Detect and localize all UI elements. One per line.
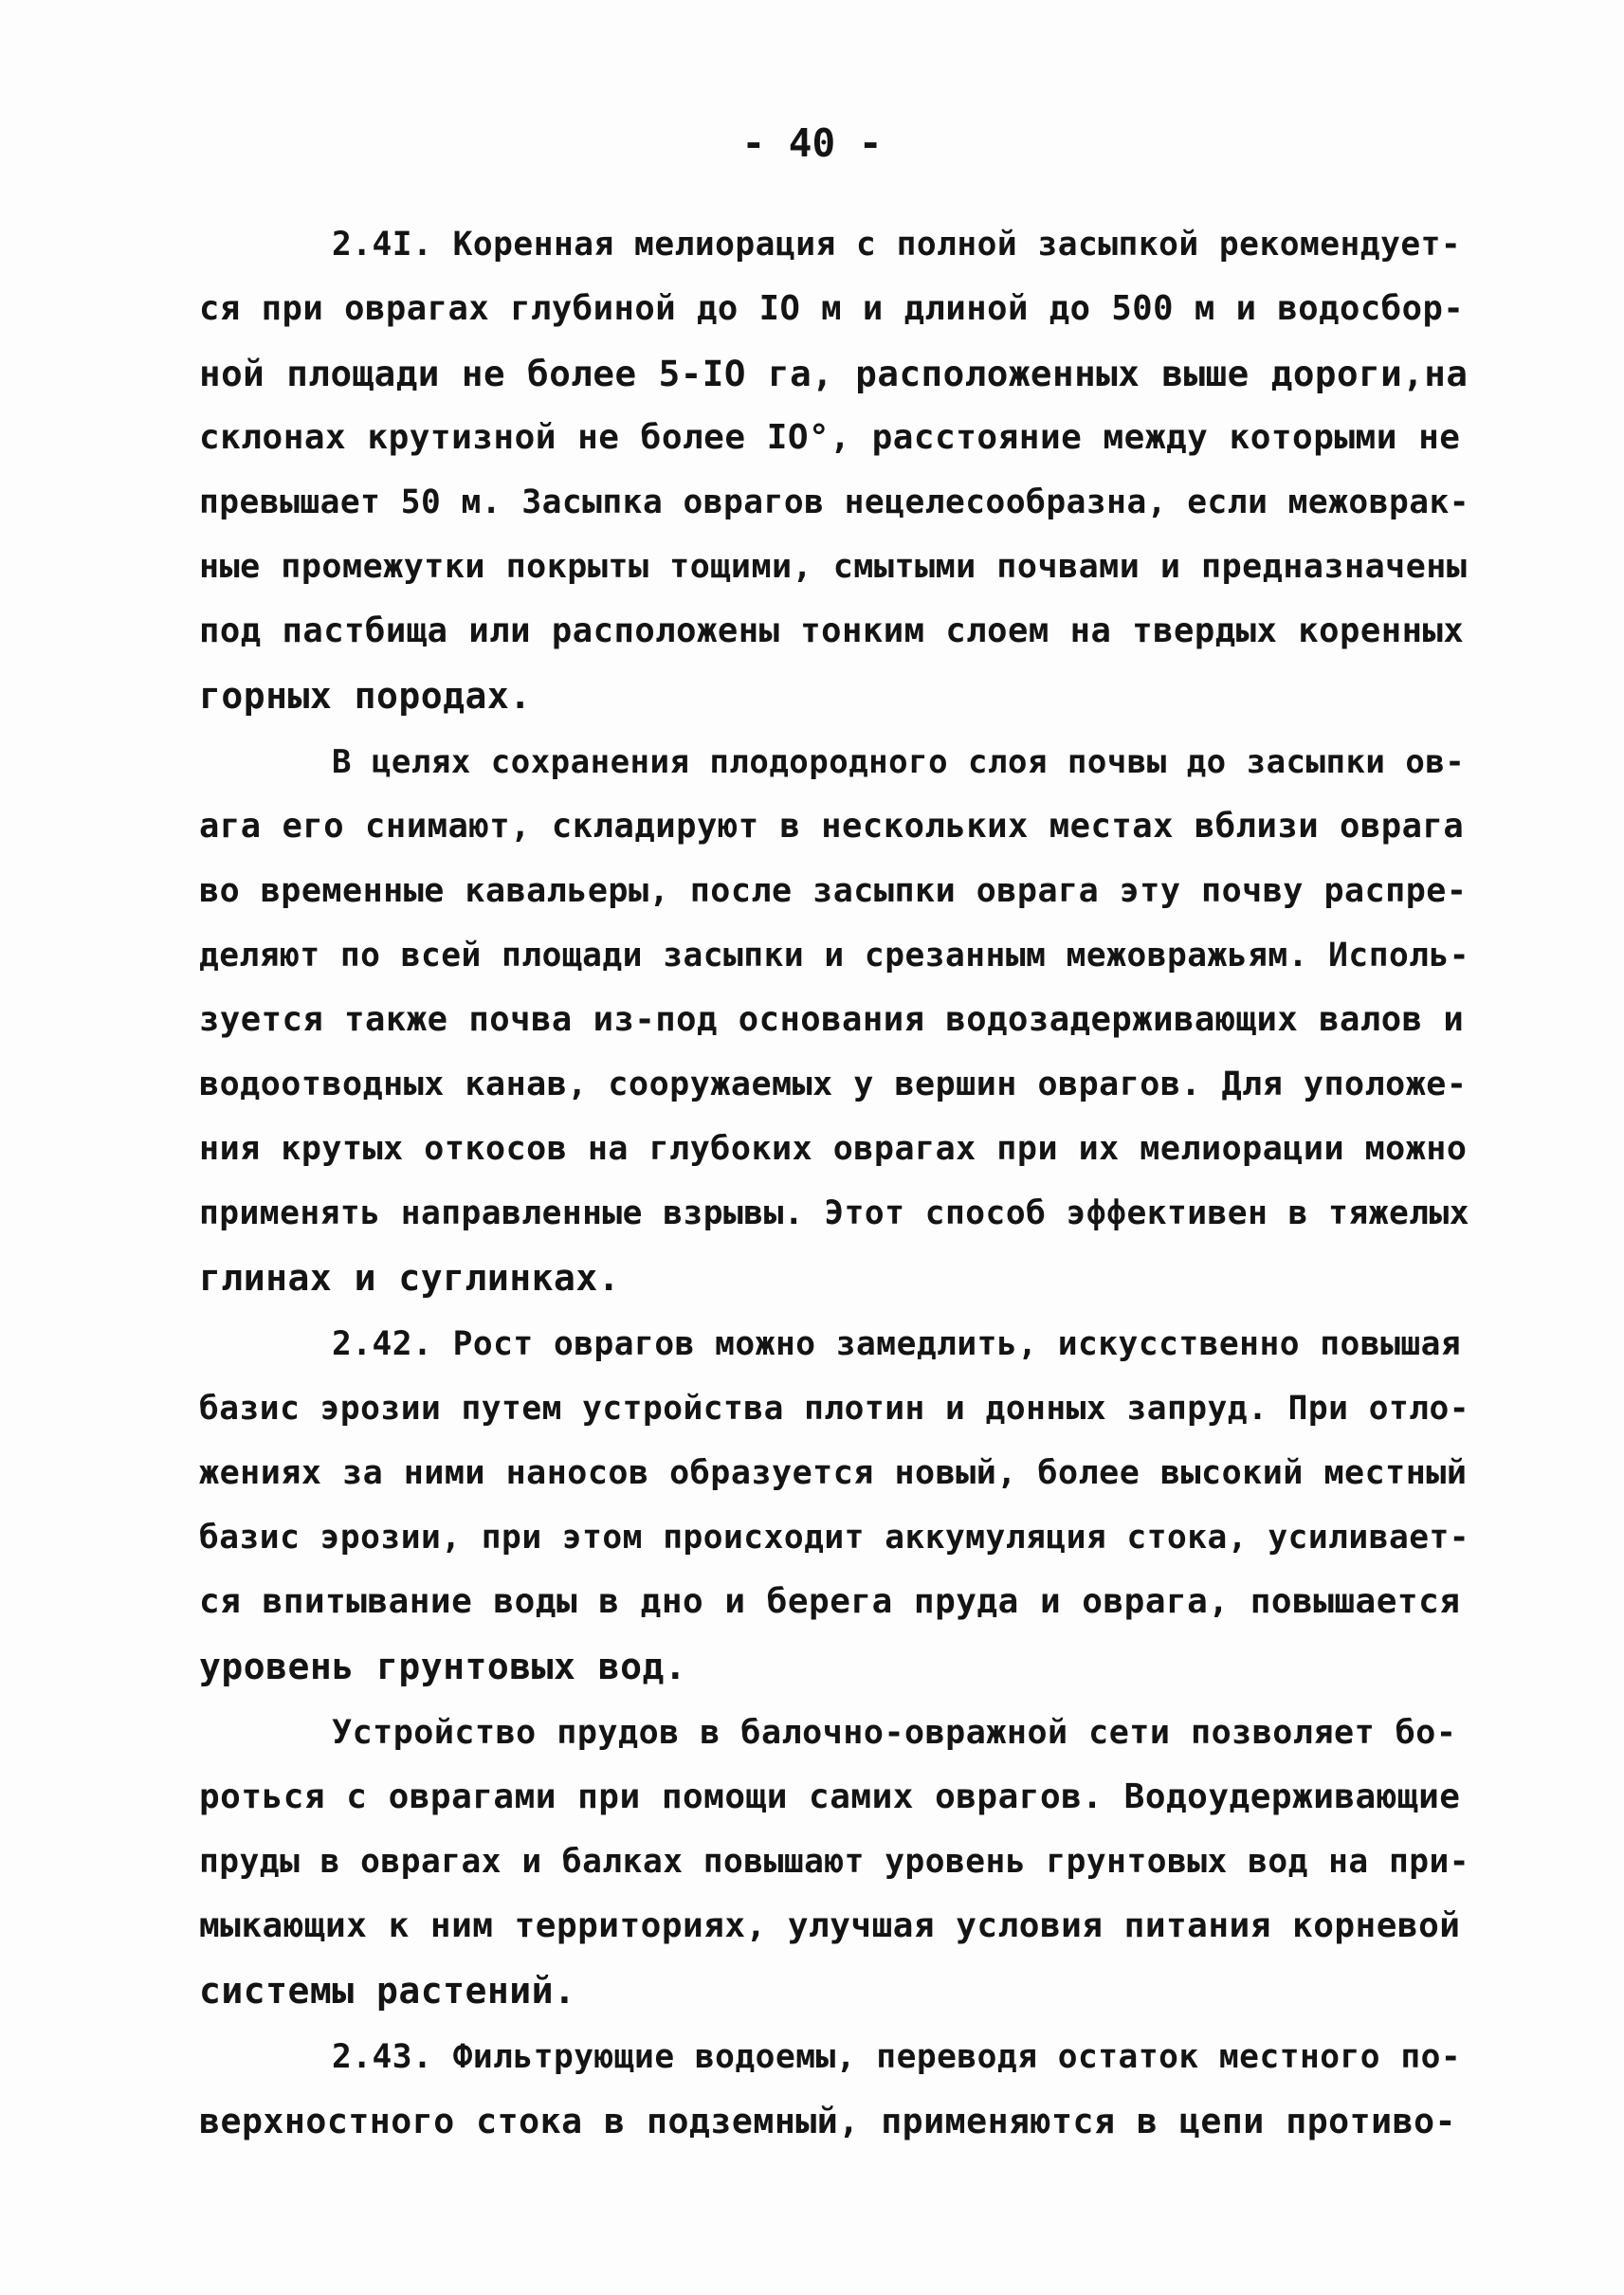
text-line: водоотводных канав, сооружаемых у вершин оврагов. Для уположе-: [199, 1066, 1468, 1103]
text-line: ага его снимают, складируют в нескольких местах вблизи оврага: [199, 807, 1465, 846]
text-line: роться с оврагами при помощи самих оврагов. Водоудерживающие: [199, 1777, 1461, 1816]
paragraph-2-43: [199, 2025, 1469, 2154]
text-line: верхностного стока в подземный, применяются в цепи противо-: [199, 2101, 1457, 2141]
paragraph-ponds: [199, 1701, 1469, 2023]
text-line: под пастбища или расположены тонким слоем на твердых коренных: [199, 611, 1465, 650]
text-line: уровень грунтовых вод.: [199, 1646, 687, 1687]
text-line: системы растений.: [199, 1970, 576, 2012]
page-number: - 40 -: [741, 120, 883, 166]
paragraph-2-42: [199, 1312, 1469, 1699]
text-line: ния крутых откосов на глубоких оврагах при их мелиорации можно: [199, 1130, 1468, 1168]
text-line: 2.43. Фильтрующие водоемы, переводя остаток местного по-: [332, 2038, 1462, 2076]
text-line: 2.4I. Коренная мелиорация с полной засыпкой рекомендует-: [332, 226, 1462, 264]
text-line: склонах крутизной не более IO°, расстояние между которыми не: [199, 418, 1461, 457]
paragraph-fertile-layer: [199, 730, 1469, 1310]
text-line: ной площади не более 5-IO га, расположенных выше дороги,на: [199, 353, 1469, 394]
text-line: 2.42. Рост оврагов можно замедлить, искусственно повышая: [332, 1325, 1462, 1363]
text-line: мыкающих к ним территориях, улучшая условия питания корневой: [199, 1906, 1461, 1945]
text-line: базис эрозии путем устройства плотин и донных запруд. При отло-: [199, 1390, 1470, 1428]
text-line: ся впитывание воды в дно и берега пруда и оврага, повышается: [199, 1582, 1461, 1621]
text-line: горных породах.: [199, 675, 532, 717]
text-line: применять направленные взрывы. Этот способ эффективен в тяжелых: [199, 1194, 1470, 1232]
text-line: пруды в оврагах и балках повышают уровень грунтовых вод на при-: [199, 1843, 1470, 1881]
text-line: Устройство прудов в балочно-овражной сети позволяет бо-: [332, 1714, 1457, 1752]
text-line: во временные кавальеры, после засыпки оврага эту почву распре-: [199, 872, 1468, 910]
text-line: жениях за ними наносов образуется новый, более высокий местный: [199, 1454, 1468, 1492]
text-line: базис эрозии, при этом происходит аккумуляция стока, усиливает-: [199, 1519, 1470, 1557]
paragraph-2-41: [199, 212, 1469, 728]
text-line: глинах и суглинках.: [199, 1257, 621, 1299]
text-line: деляют по всей площади засыпки и срезанным межовражьям. Исполь-: [199, 937, 1470, 974]
text-line: превышает 50 м. Засыпка оврагов нецелесообразна, если межоврак-: [199, 483, 1470, 521]
text-line: зуется также почва из-под основания водозадерживающих валов и: [199, 1000, 1465, 1039]
body-text: [199, 212, 1469, 2154]
text-line: ся при оврагах глубиной до IO м и длиной до 500 м и водосбор-: [199, 289, 1465, 328]
text-line: ные промежутки покрыты тощими, смытыми почвами и предназначены: [199, 548, 1468, 586]
text-line: В целях сохранения плодородного слоя почвы до засыпки ов-: [332, 743, 1466, 781]
